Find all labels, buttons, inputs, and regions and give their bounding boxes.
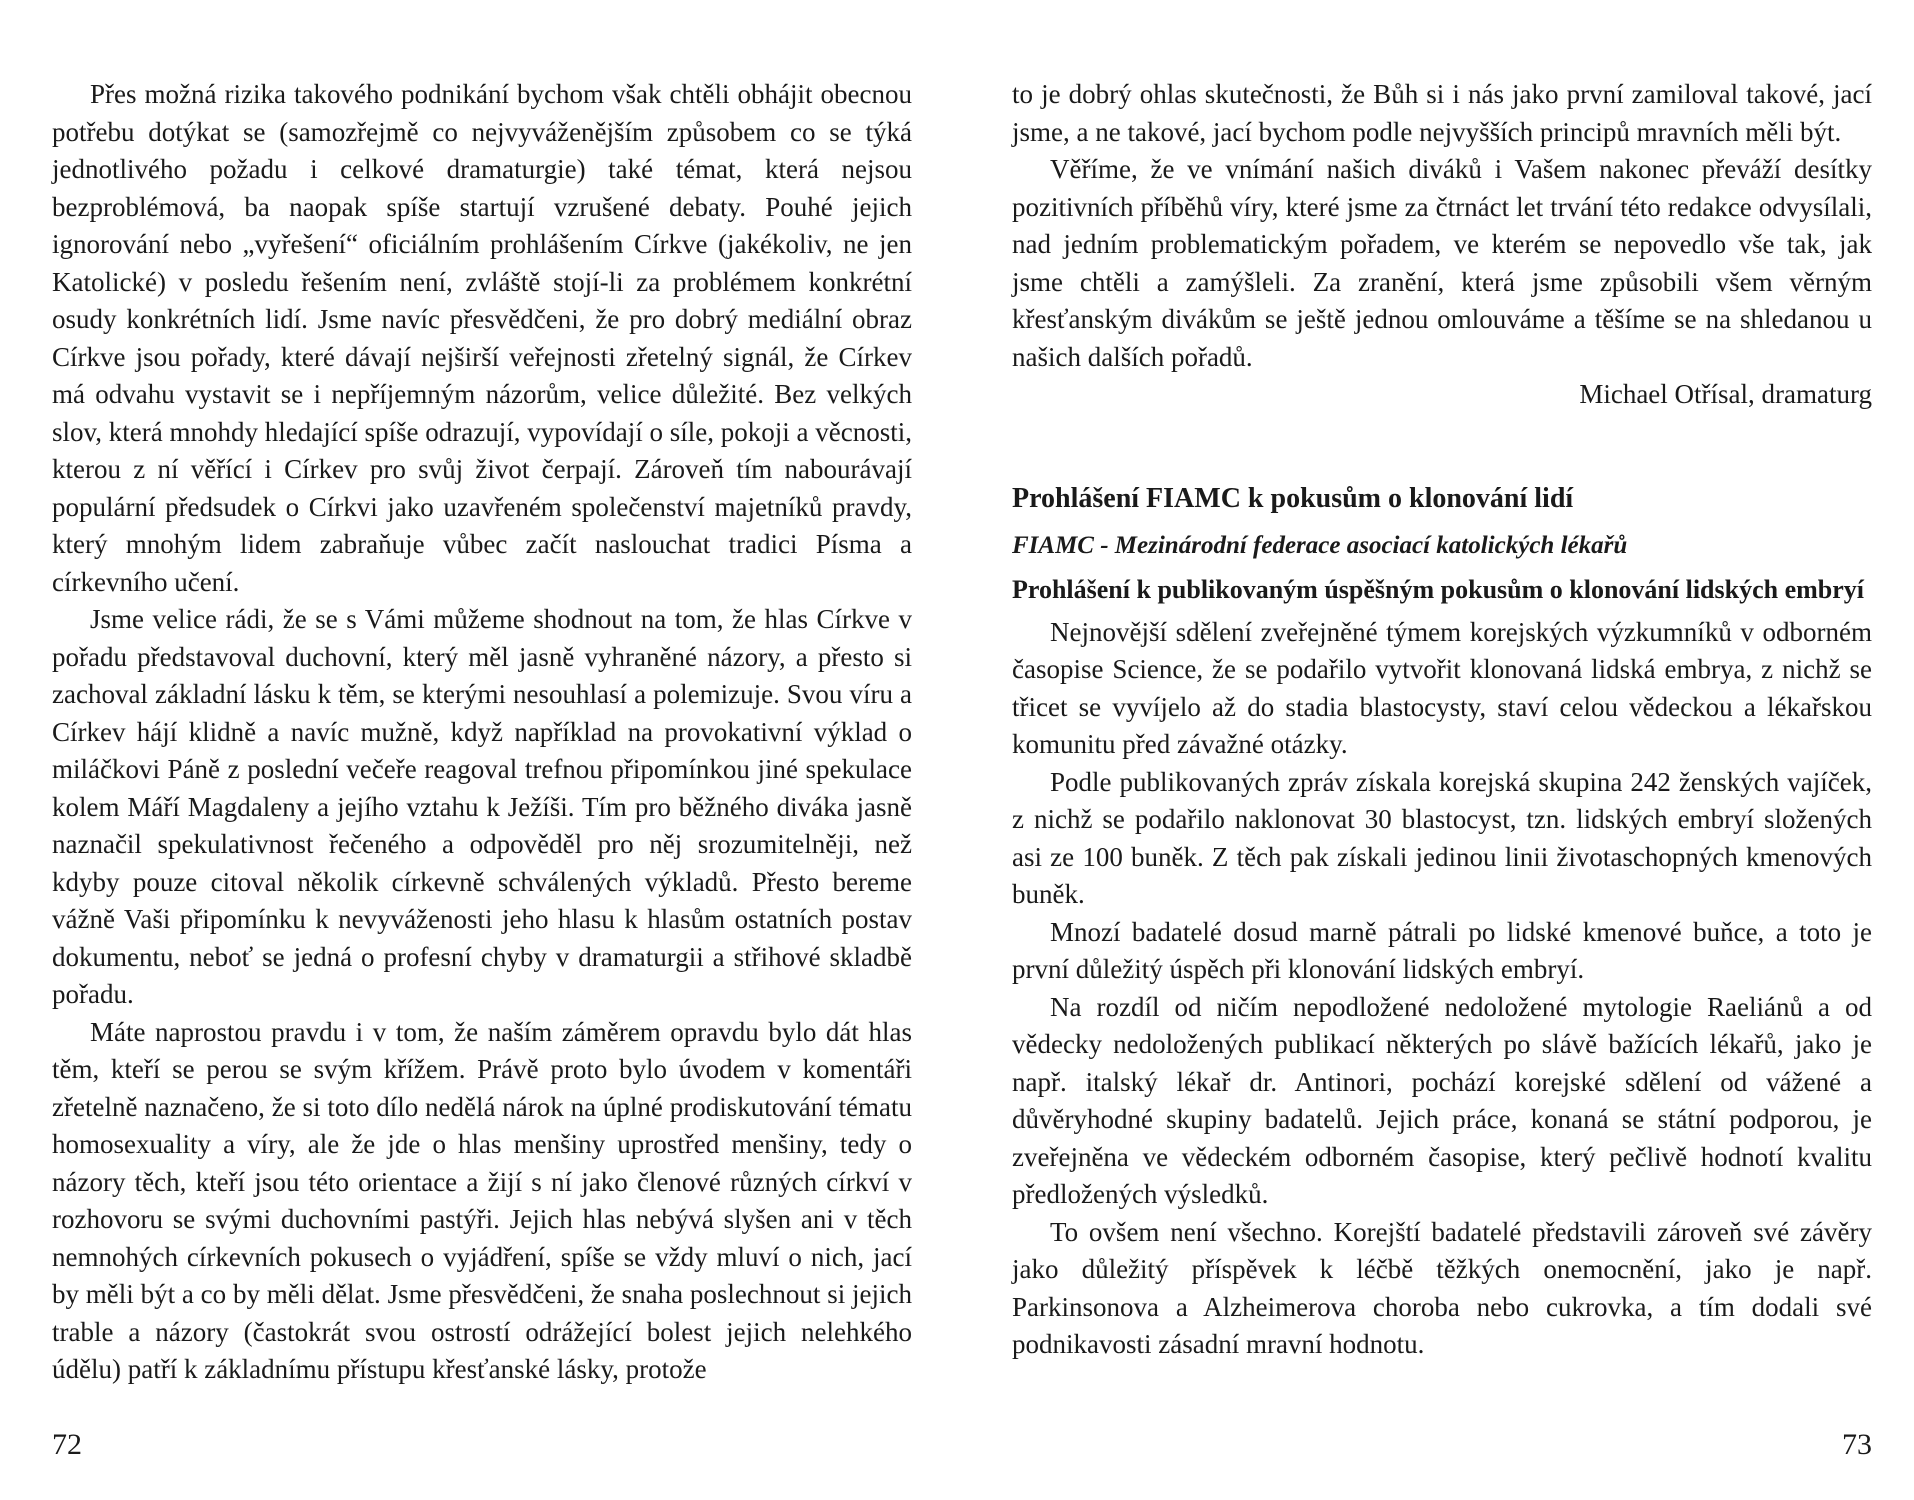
page-number: 73 <box>1842 1428 1872 1461</box>
body-paragraph: Nejnovější sdělení zveřejněné týmem korejských výzkumníků v odborném časopise Science, že se podařilo vytvořit klonovaná lidská embrya, z nichž se třicet se vyvíjelo až do stadia blastocysty, staví celou vědeckou a lékařskou komunitu před závažné otázky. <box>1012 616 1872 759</box>
article-subheading: FIAMC - Mezinárodní federace asociací katolických lékařů <box>1012 531 1628 559</box>
body-paragraph: Věříme, že ve vnímání našich diváků i Vašem nakonec převáží desítky pozitivních příběhů víry, které jsme za čtrnáct let trvání této redakce odvysílali, nad jedním problematickým pořadem, ve kterém se nepovedlo vše tak, jak jsme chtěli a zamýšleli. Za zranění, která jsme způsobili všem věrným křesťanským divákům se ještě jednou omlouváme a těšíme se na shledanou u našich dalších pořadů. <box>1012 154 1872 372</box>
continued-paragraph: to je dobrý ohlas skutečnosti, že Bůh si i nás jako první zamiloval takové, jací jsme, a ne takové, jací bychom podle nejvyšších principů mravních měli být. <box>1012 79 1872 147</box>
page-number: 72 <box>52 1428 82 1461</box>
author-signature: Michael Otřísal, dramaturg <box>1579 379 1872 409</box>
body-paragraph: Přes možná rizika takového podnikání bychom však chtěli obhájit obecnou potřebu dotýkat se (samozřejmě co nejvyváženějším způsobem co se týká jednotlivého požadu i celkové dramaturgie) také témat, která nejsou bezproblémová, ba naopak spíše startují vzrušené debaty. Pouhé jejich ignorování nebo „vyřešení“ oficiálním prohlášením Církve (jakékoliv, ne jen Katolické) v posledu řešením není, zvláště stojí-li za problémem konkrétní osudy konkrétních lidí. Jsme navíc přesvědčeni, že pro dobrý mediální obraz Církve jsou pořady, které dávají nejširší veřejnosti zřetelný signál, že Církev má odvahu vystavit se i nepříjemným názorům, velice důležité. Bez velkých slov, která mnohdy hledající spíše odrazují, vypovídají o síle, pokoji a věcnosti, kterou z ní věřící i Církev pro svůj život čerpají. Zároveň tím nabourávají populární předsudek o Církvi jako uzavřeném společenství majetníků pravdy, který mnohým lidem zabraňuje vůbec začít naslouchat tradici Písma a církevního učení. <box>52 79 912 597</box>
body-paragraph: Jsme velice rádi, že se s Vámi můžeme shodnout na tom, že hlas Církve v pořadu představoval duchovní, který měl jasně vyhraněné názory, a přesto si zachoval základní lásku k těm, se kterými nesouhlasí a polemizuje. Svou víru a Církev hájí klidně a navíc mužně, když například na provokativní výklad o miláčkovi Páně z poslední večeře reagoval trefnou připomínkou jiné spekulace kolem Máří Magdaleny a jejího vztahu k Ježíši. Tím pro běžného diváka jasně naznačil spekulativnost řečeného a odpověděl pro něj srozumitelněji, než kdyby pouze citoval několik církevně schválených výkladů. Přesto bereme vážně Vaši připomínku k nevyváženosti jeho hlasu k hlasům ostatních postav dokumentu, neboť se jedná o profesní chyby v dramaturgii a střihové skladbě pořadu. <box>52 604 912 1009</box>
article-subtitle: Prohlášení k publikovaným úspěšným pokusům o klonování lidských embryí <box>1012 574 1865 604</box>
body-paragraph: Podle publikovaných zpráv získala korejská skupina 242 ženských vajíček, z nichž se podařilo naklonovat 30 blastocyst, tzn. lidských embryí složených asi ze 100 buněk. Z těch pak získali jedinou linii životaschopných kmenových buněk. <box>1012 766 1872 909</box>
left-page <box>52 0 912 1500</box>
body-paragraph: Mnozí badatelé dosud marně pátrali po lidské kmenové buňce, a toto je první důležitý úspěch při klonování lidských embryí. <box>1012 916 1872 984</box>
left-page-text <box>52 76 912 1389</box>
body-paragraph: To ovšem není všechno. Korejští badatelé představili zároveň své závěry jako důležitý příspěvek k léčbě těžkých onemocnění, jako je např. Parkinsonova a Alzheimerova choroba nebo cukrovka, a tím dodali své podnikavosti zásadní mravní hodnotu. <box>1012 1216 1872 1359</box>
article-heading: Prohlášení FIAMC k pokusům o klonování lidí <box>1012 482 1574 514</box>
right-page <box>1012 0 1872 1500</box>
body-paragraph: Máte naprostou pravdu i v tom, že naším záměrem opravdu bylo dát hlas těm, kteří se perou se svým křížem. Právě proto bylo úvodem v komentáři zřetelně naznačeno, že si toto dílo nedělá nárok na úplné prodiskutování tématu homosexuality a víry, ale že jde o hlas menšiny uprostřed menšiny, tedy o názory těch, kteří jsou této orientace a žijí s ní jako členové různých církví v rozhovoru se svými duchovními pastýři. Jejich hlas nebývá slyšen ani v těch nemnohých církevních pokusech o vyjádření, spíše se vždy mluví o nich, jací by měli být a co by měli dělat. Jsme přesvědčeni, že snaha poslechnout si jejich trable a názory (častokrát svou ostrostí odrážející bolest jejich nelehkého údělu) patří k základnímu přístupu křesťanské lásky, protože <box>52 1016 912 1384</box>
body-paragraph: Na rozdíl od ničím nepodložené nedoložené mytologie Raeliánů a od vědecky nedoložených publikací některých po slávě bažících lékařů, jako je např. italský lékař dr. Antinori, pochází korejské sdělení od vážené a důvěryhodné skupiny badatelů. Jejich práce, konaná se státní podporou, je zveřejněna ve vědeckém odborném časopise, který pečlivě hodnotí kvalitu předložených výsledků. <box>1012 991 1872 1209</box>
right-page-text <box>1012 76 1872 1364</box>
